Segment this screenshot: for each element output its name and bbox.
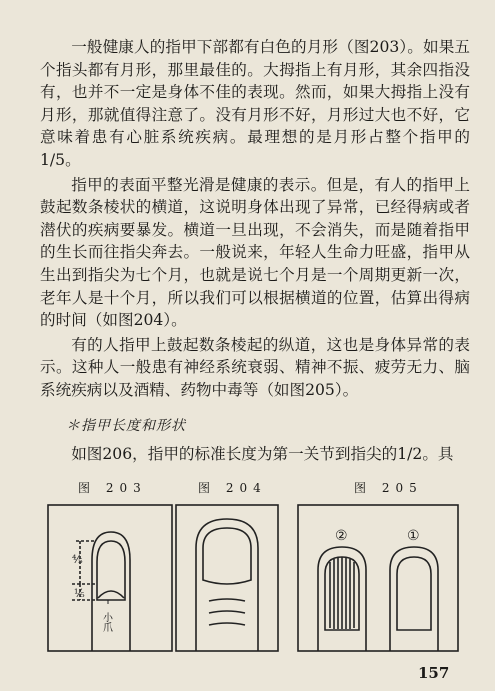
fig204-drawing (176, 505, 278, 651)
fig203-moon-label: 小爪 (100, 612, 112, 632)
section-subheading: ＊指甲长度和形状 (66, 418, 186, 434)
paragraph-vertical-ridges: 有的人指甲上鼓起数条棱起的纵道，这也是身体异常的表示。这种人一般患有神经系统衰弱、精神不振、疲劳无力、脑系统疾病以及酒精、药物中毒等（如图205）。 (40, 335, 470, 399)
fig205-label-1: ① (407, 528, 420, 544)
fig203-fraction-bottom: ⅕ (74, 587, 85, 600)
caption-fig203: 图 203 (78, 481, 147, 495)
fig203-fraction-top: ⅘ (72, 553, 83, 566)
fig205-drawing (298, 505, 458, 651)
caption-fig204: 图 204 (198, 481, 267, 495)
paragraph-moon: 一般健康人的指甲下部都有白色的月形（图203）。如果五个指头都有月形，那里最佳的。大拇指上有月形，其余四指没有，也并不一定是身体不佳的表现。然而，如果大拇指上没有月形，那就值得注意了。没有月形不好，月形过大也不好，它意味着患有心脏系统疾病。最理想的是月形占整个指甲的1/5。 (40, 38, 470, 169)
page-number: 157 (418, 664, 450, 682)
paragraph-nail-length: 如图206，指甲的标准长度为第一关节到指尖的1/2。具 (71, 445, 454, 463)
caption-fig205: 图 205 (354, 481, 423, 495)
fig205-label-2: ② (335, 528, 348, 544)
paragraph-horizontal-ridges: 指甲的表面平整光滑是健康的表示。但是，有人的指甲上鼓起数条棱状的横道，这说明身体出现了异常，已经得病或者潜伏的疾病要暴发。横道一旦出现，不会消失，而是随着指甲的生长而往指尖奔去。一般说来，年轻人生命力旺盛，指甲从生出到指尖为七个月，也就是说七个月是一个周期更新一次，老年人是十个月，所以我们可以根据横道的位置，估算出得病的时间（如图204）。 (40, 175, 470, 330)
